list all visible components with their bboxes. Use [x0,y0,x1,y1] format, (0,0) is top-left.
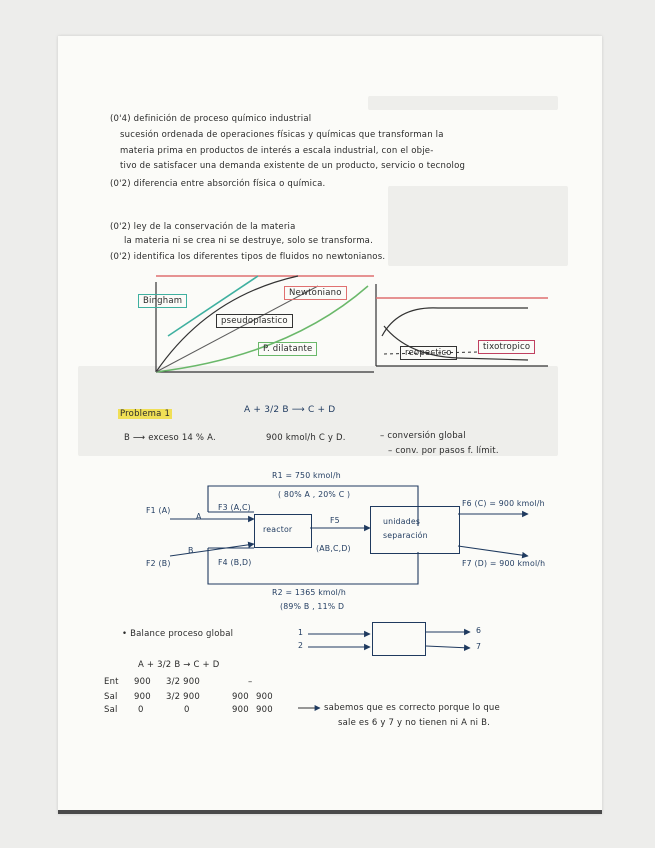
f4-label: F4 (B,D) [218,558,252,567]
separation-label-2: separación [383,531,428,540]
problema-title [118,409,172,419]
r2-label: R2 = 1365 kmol/h [272,588,347,597]
balance-note-2: sale es 6 y 7 y no tienen ni A ni B. [338,718,491,728]
r1-label: R1 = 750 kmol/h [272,471,341,480]
problema-kmol: 900 kmol/h C y D. [266,433,346,443]
row-2-label: Sal [104,705,118,715]
dilatante-label: P. dilatante [258,342,317,356]
balance-note-1: sabemos que es correcto porque lo que [324,703,500,713]
balance-input-1: 1 [298,628,304,637]
reopectico-label: reopectico [400,346,457,360]
problema-conv1: – conversión global [380,431,466,441]
tixotropico-label: tixotropico [478,340,535,354]
r1-composition: ( 80% A , 20% C ) [278,490,351,499]
problema-title-text: Problema 1 [120,409,171,419]
bingham-label: Bingham [138,294,187,308]
row-0-a: 900 [134,677,151,687]
f7-arrow [458,546,528,556]
balance-output-2: 7 [476,642,482,651]
row-2-d: 900 [256,705,273,715]
row-1-c: 900 [232,692,249,702]
row-1-label: Sal [104,692,118,702]
pseudoplastico-label: pseudoplastico [216,314,293,328]
reopectico-curve [382,308,528,336]
balance-equation: A + 3/2 B → C + D [138,660,220,670]
balance-output-1: 6 [476,626,482,635]
reactor-box [254,514,312,548]
row-2-a: 0 [138,705,144,715]
f7-label: F7 (D) = 900 kmol/h [462,559,546,568]
row-0-label: Ent [104,677,119,687]
problema-conv2: – conv. por pasos f. límit. [388,446,499,456]
b-label: B [188,546,194,555]
a-label: A [196,512,202,521]
q2-header: (0'2) diferencia entre absorción física o química. [110,179,326,189]
separation-label-1: unidades [383,517,421,526]
row-1-b: 3/2 900 [166,692,201,702]
f3-label: F3 (A,C) [218,503,251,512]
r2-composition: (89% B , 11% D [280,602,345,611]
q1-line-2: materia prima en productos de interés a escala industrial, con el obje- [120,146,434,156]
balance-out2-arrow [426,646,470,648]
row-1-d: 900 [256,692,273,702]
f2-arrow [170,544,254,556]
q1-line-3: tivo de satisfacer una demanda existente de un producto, servicio o tecnolog [120,161,466,171]
f6-label: F6 (C) = 900 kmol/h [462,499,545,508]
reactor-label: reactor [263,525,293,534]
row-2-b: 0 [184,705,190,715]
q3-header: (0'2) ley de la conservación de la materia [110,222,296,232]
f2-label: F2 (B) [146,559,171,568]
q3-answer: la materia ni se crea ni se destruye, solo se transforma. [124,236,373,246]
balance-input-2: 2 [298,641,304,650]
notebook-page [58,36,602,814]
problema-exceso: B ⟶ exceso 14 % A. [124,433,216,443]
row-1-a: 900 [134,692,151,702]
f5-label: F5 [330,516,340,525]
row-0-d: – [248,677,253,687]
f1-label: F1 (A) [146,506,171,515]
q1-line-1: sucesión ordenada de operaciones físicas y químicas que transforman la [120,130,444,140]
balance-title: • Balance proceso global [122,629,234,639]
balance-box [372,622,426,656]
row-0-b: 3/2 900 [166,677,201,687]
f5-composition: (AB,C,D) [316,544,351,553]
row-2-c: 900 [232,705,249,715]
q1-header: (0'4) definición de proceso químico industrial [110,114,312,124]
newtoniano-label: Newtoniano [284,286,347,300]
problema-reaction: A + 3/2 B ⟶ C + D [244,405,336,415]
separation-box [370,506,460,554]
q4-header: (0'2) identifica los diferentes tipos de fluidos no newtonianos. [110,252,386,262]
